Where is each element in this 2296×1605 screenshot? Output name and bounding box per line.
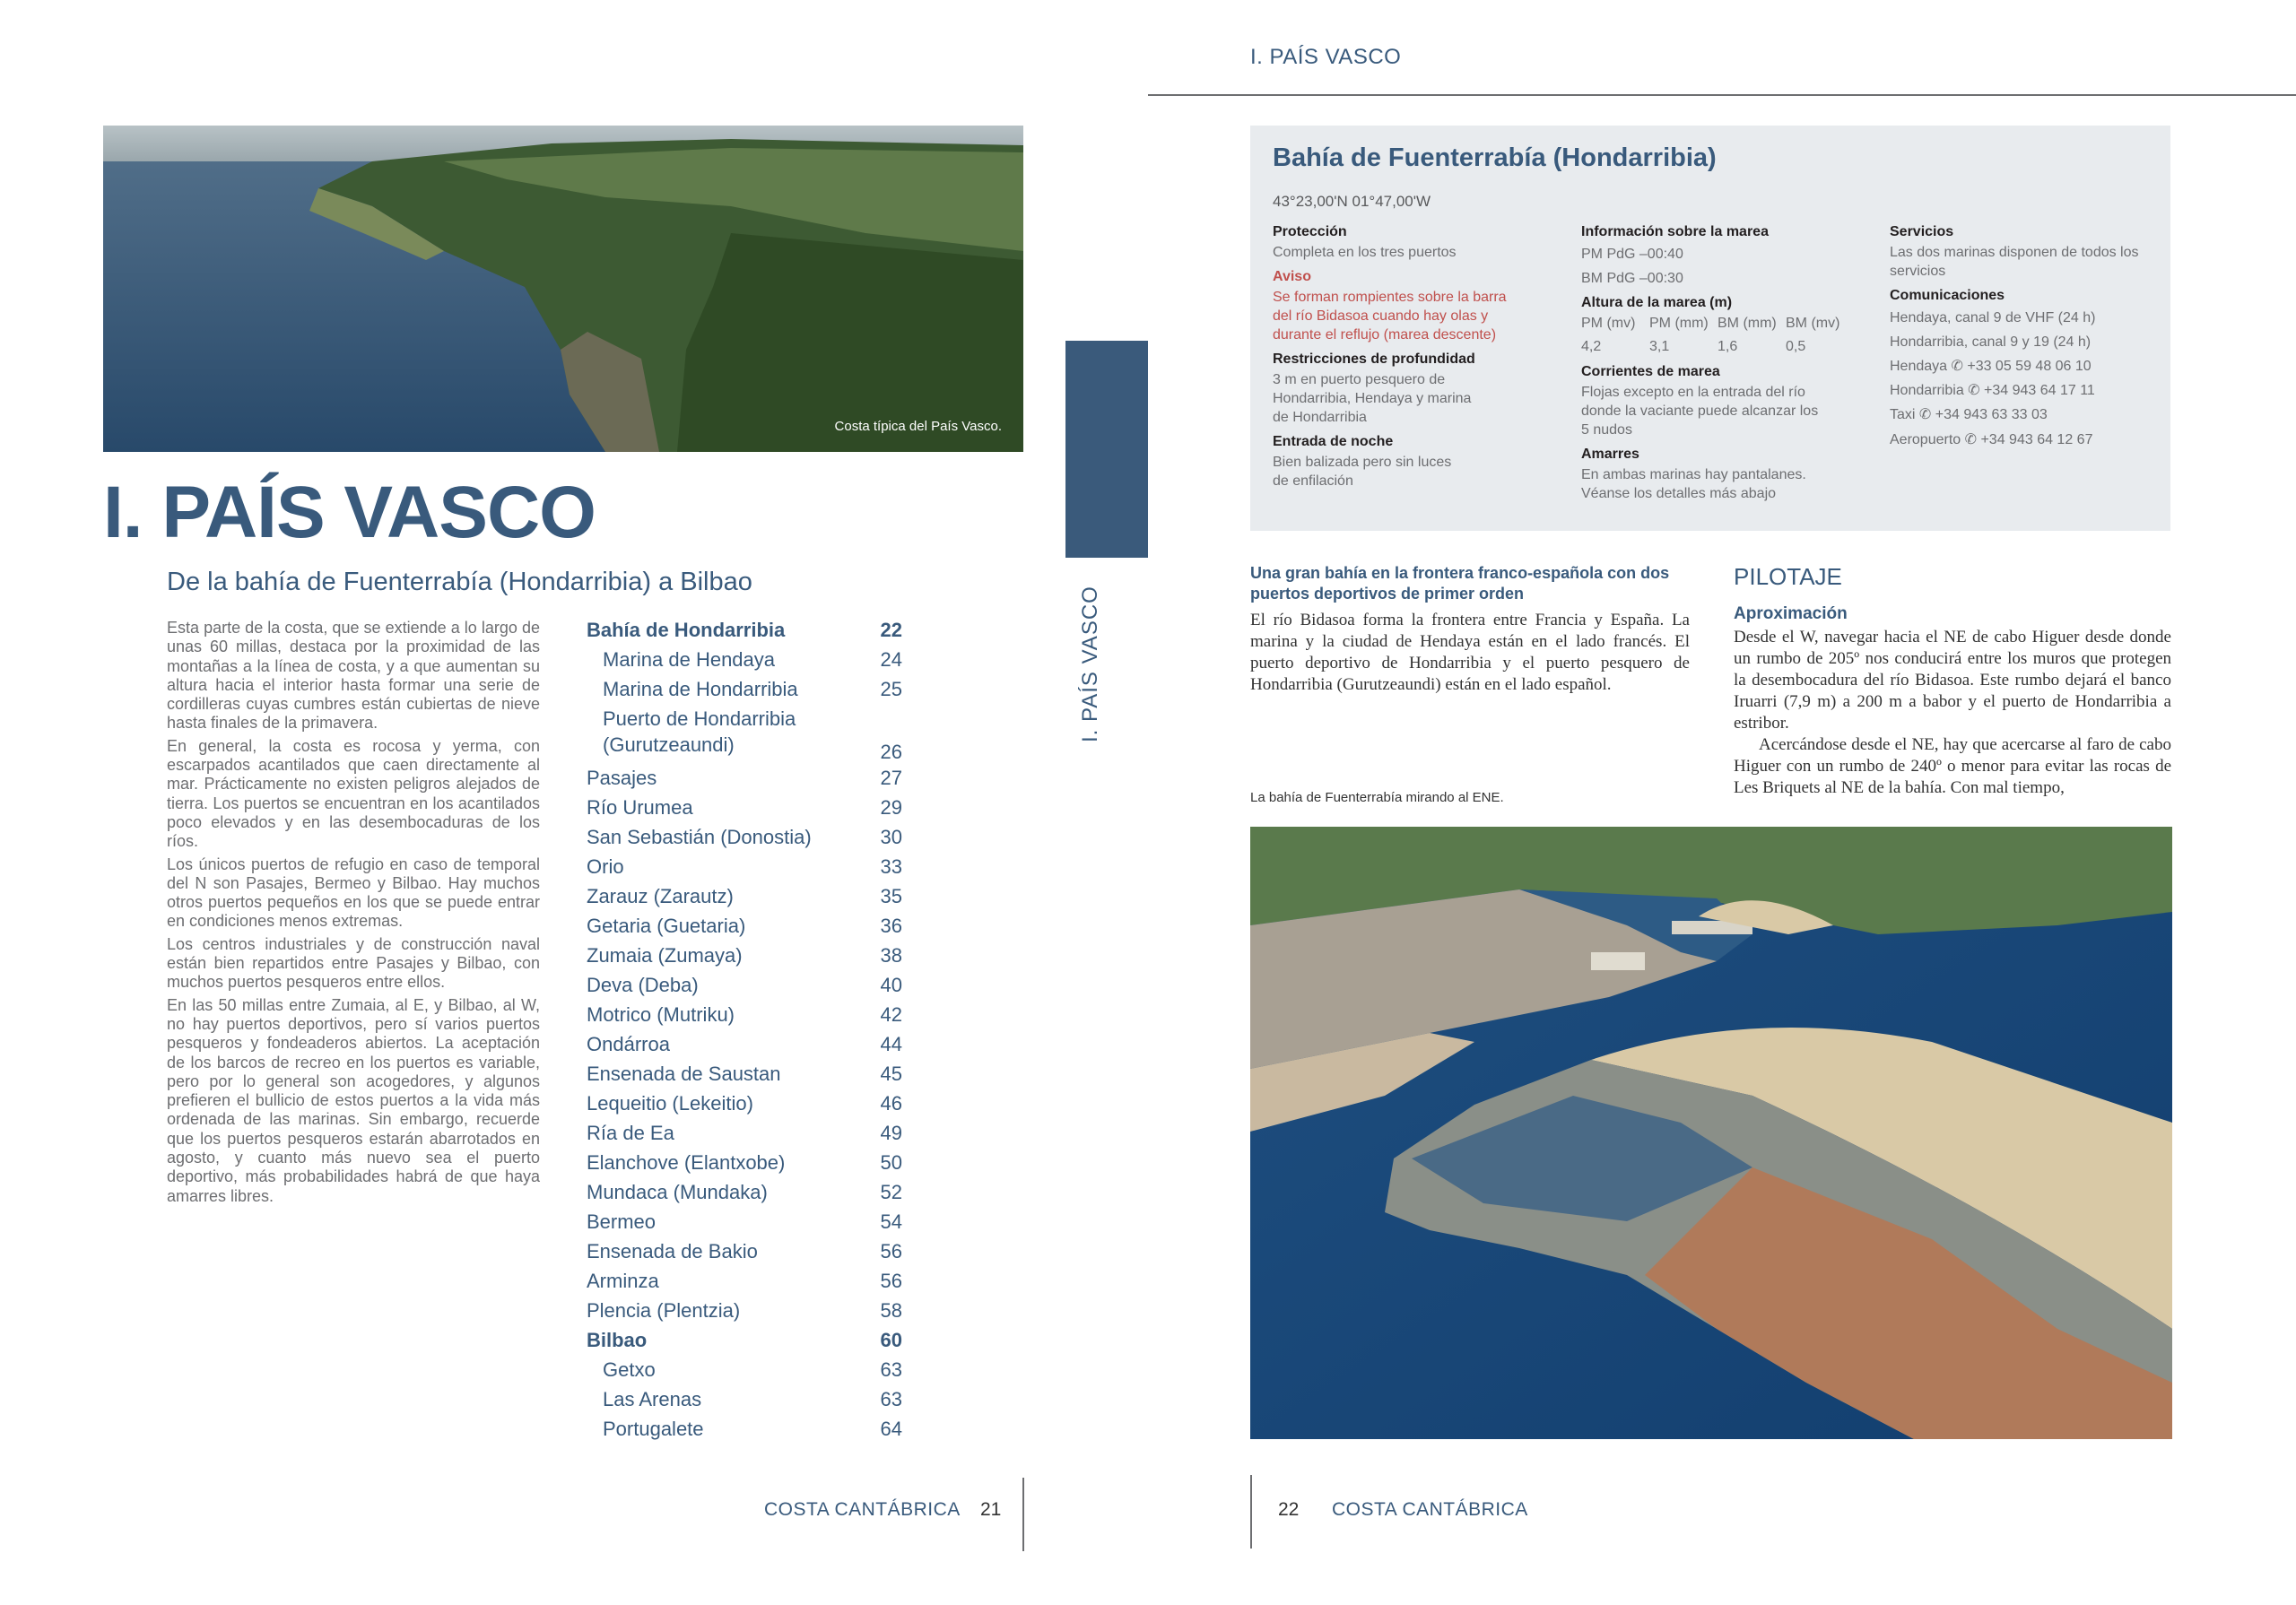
services-heading: Servicios [1890,224,1954,239]
toc-entry [587,883,902,913]
toc-entry-page: 56 [880,1240,902,1262]
tide-col-header: BM (mv) [1786,316,1840,331]
toc-entry-label: Ondárroa [587,1033,670,1055]
toc-entry-label: Río Urumea [587,796,693,819]
comm-line: Hondarribia ✆ +34 943 64 17 11 [1890,383,2095,398]
toc-entry-label: Puerto de Hondarribia (Gurutzeaundi) [603,707,796,756]
tide-col-header: BM (mm) [1718,316,1777,331]
depth-text: 3 m en puerto pesquero de Hondarribia, Hendaya y marina de Hondarribia [1273,372,1472,425]
toc-entry-label: Bahía de Hondarribia [587,619,786,641]
bay-aerial-photo [1250,827,2172,1439]
toc-entry [587,1268,902,1297]
comm-line: Taxi ✆ +34 943 63 33 03 [1890,407,2048,422]
toc-entry-label: Zarauz (Zarautz) [587,885,734,907]
comm-line: Hendaya, canal 9 de VHF (24 h) [1890,310,2096,325]
toc-entry [587,1090,902,1120]
approach-subheading: Aproximación [1734,604,1848,623]
info-column-3 [1890,222,2177,449]
photo-caption: Costa típica del País Vasco. [834,419,1002,434]
toc-entry-page: 22 [880,619,902,641]
toc-entry-page: 58 [880,1299,902,1322]
toc-entry [587,646,902,676]
table-of-contents [587,617,902,1445]
toc-entry [587,824,902,854]
currents-heading: Corrientes de marea [1581,364,1720,379]
comm-line: Hendaya ✆ +33 05 59 48 06 10 [1890,359,2092,374]
toc-entry [587,617,902,646]
tide-value: 3,1 [1649,339,1670,354]
toc-entry-label: Pasajes [587,767,657,789]
toc-entry [587,1002,902,1031]
intro-paragraph: En las 50 millas entre Zumaia, al E, y Bilbao, al W, no hay puertos deportivos, pero sí varios puertos pesqueros y fondeaderos abiertos. La aceptación de los barcos de recreo en los puertos es variable, pero por lo general son acogedores, y algunos prefieren el bullicio de estos puertos a la vida más ordenada de las marinas. Sin embargo, recuerde que los puertos pesqueros estarán abarrotados en agosto, y cuanto más nuevo sea el puerto deportivo, más probabilidades habrá de que haya amarres libres. [167,995,540,1205]
toc-entry-page: 63 [880,1358,902,1381]
tide-value: 4,2 [1581,339,1602,354]
toc-entry-page: 63 [880,1388,902,1410]
toc-entry-label: Motrico (Mutriku) [587,1003,735,1026]
toc-entry-page: 27 [880,767,902,789]
warning-text: Se forman rompientes sobre la barra del río Bidasoa cuando hay olas y durante el reflujo (marea descente) [1273,290,1507,343]
footer-title-right: COSTA CANTÁBRICA [1332,1499,1528,1520]
toc-entry-label: Bermeo [587,1210,657,1233]
info-title: Bahía de Fuenterrabía (Hondarribia) [1273,143,1717,172]
header-rule [1148,94,2296,96]
side-chapter-text: I. PAÍS VASCO [1078,586,1102,742]
toc-entry [587,1416,902,1445]
tide-col-header: PM (mm) [1649,316,1709,331]
toc-entry [587,794,902,824]
toc-entry-page: 52 [880,1181,902,1203]
lead-heading: Una gran bahía en la frontera franco-española con dos puertos deportivos de primer orden [1250,564,1670,603]
side-chapter-label [1055,581,1109,751]
intro-text [167,619,540,1210]
toc-entry-page: 33 [880,855,902,878]
toc-entry [587,1120,902,1150]
toc-entry [587,972,902,1002]
toc-entry-page: 45 [880,1063,902,1085]
toc-entry [587,706,902,765]
info-column-1 [1273,222,1560,496]
pilotage-heading: PILOTAJE [1734,563,1842,590]
tide-info-2: BM PdG –00:30 [1581,271,1683,286]
toc-entry-label: Lequeitio (Lekeitio) [587,1092,753,1115]
toc-entry [587,913,902,942]
chapter-tab [1065,341,1148,558]
comm-line: Hondarribia, canal 9 y 19 (24 h) [1890,334,2092,350]
toc-entry [587,1179,902,1209]
toc-entry [587,1327,902,1357]
toc-entry-page: 30 [880,826,902,848]
coast-photo [103,126,1023,452]
coordinates: 43°23,00'N 01°47,00'W [1273,193,1431,210]
toc-entry-page: 38 [880,944,902,967]
tide-height-heading: Altura de la marea (m) [1581,295,1733,310]
tide-info-1: PM PdG –00:40 [1581,247,1683,262]
toc-entry-label: Portugalete [603,1418,704,1440]
tide-table [1581,312,1868,359]
footer-divider-right [1250,1475,1252,1549]
moorings-text: En ambas marinas hay pantalanes. Véanse los detalles más abajo [1581,467,1806,501]
toc-entry-page: 64 [880,1418,902,1440]
toc-entry [587,1238,902,1268]
toc-entry [587,1150,902,1179]
intro-paragraph: Esta parte de la costa, que se extiende a lo largo de unas 60 millas, destaca por la proximidad de las montañas a la línea de costa, y a que aumentan su altura hacia el interior hasta formar una serie de cordilleras cuyas cumbres están cubiertas de nieve hasta finales de la primavera. [167,619,540,733]
page-number-left: 21 [980,1499,1002,1520]
info-column-2 [1581,222,1868,508]
night-entry-heading: Entrada de noche [1273,434,1394,449]
toc-entry [587,1031,902,1061]
intro-paragraph: En general, la costa es rocosa y yerma, con escarpados acantilados que caen directamente al mar. Prácticamente no existen peligros alejados de tierra. Los puertos se encuentran en los acantilados poco elevados y en las desembocaduras de los ríos. [167,736,540,851]
toc-entry [587,1386,902,1416]
chapter-title: I. PAÍS VASCO [103,472,596,553]
toc-entry-label: Ensenada de Bakio [587,1240,758,1262]
toc-entry-label: Marina de Hendaya [603,648,776,671]
night-entry-text: Bien balizada pero sin luces de enfilación [1273,455,1452,489]
page-number-right: 22 [1278,1499,1300,1520]
toc-entry-page: 29 [880,796,902,819]
comm-line: Aeropuerto ✆ +34 943 64 12 67 [1890,432,2093,447]
toc-entry-label: Bilbao [587,1329,648,1351]
toc-entry-page: 35 [880,885,902,907]
toc-entry-label: Getxo [603,1358,656,1381]
moorings-heading: Amarres [1581,447,1639,462]
services-text: Las dos marinas disponen de todos los servicios [1890,245,2139,279]
toc-entry [587,942,902,972]
currents-text: Flojas excepto en la entrada del río donde la vaciante puede alcanzar los 5 nudos [1581,385,1819,438]
toc-entry [587,1297,902,1327]
toc-entry-label: Arminza [587,1270,659,1292]
warning-heading: Aviso [1273,269,1311,284]
footer-title-left: COSTA CANTÁBRICA [764,1499,961,1520]
lead-body: El río Bidasoa forma la frontera entre Francia y España. La marina y la ciudad de Hendaya están en el lado francés. El puerto deportivo de Hondarribia y el puerto pesquero de Hondarribia (Gurutzeaundi) están en el lado español. [1250,611,1690,694]
toc-entry [587,676,902,706]
intro-paragraph: Los únicos puertos de refugio en caso de temporal del N son Pasajes, Bermeo y Bilbao. Hay muchos otros puertos pequeños en los que se puede entrar en condiciones menos extremas. [167,855,540,931]
toc-entry-page: 40 [880,974,902,996]
toc-entry-page: 46 [880,1092,902,1115]
toc-entry-page: 26 [880,741,902,763]
toc-entry-label: San Sebastián (Donostia) [587,826,812,848]
toc-entry-label: Plencia (Plentzia) [587,1299,741,1322]
toc-entry-page: 42 [880,1003,902,1026]
toc-entry-page: 36 [880,915,902,937]
toc-entry-label: Getaria (Guetaria) [587,915,746,937]
toc-entry-label: Mundaca (Mundaka) [587,1181,768,1203]
tide-info-heading: Información sobre la marea [1581,224,1769,239]
toc-entry-page: 60 [880,1329,902,1351]
protection-heading: Protección [1273,224,1347,239]
chapter-subtitle: De la bahía de Fuenterrabía (Hondarribia) a Bilbao [167,568,752,596]
toc-entry-page: 49 [880,1122,902,1144]
toc-entry-page: 24 [880,648,902,671]
tide-value: 0,5 [1786,339,1806,354]
toc-entry [587,765,902,794]
toc-entry-label: Deva (Deba) [587,974,699,996]
toc-entry [587,854,902,883]
communications-heading: Comunicaciones [1890,288,2005,303]
toc-entry-label: Elanchove (Elantxobe) [587,1151,786,1174]
toc-entry-page: 54 [880,1210,902,1233]
toc-entry-label: Marina de Hondarribia [603,678,798,700]
bay-photo-caption: La bahía de Fuenterrabía mirando al ENE. [1250,790,1504,805]
pilotage-paragraph: Desde el W, navegar hacia el NE de cabo Higuer desde donde un rumbo de 205º nos conducirá entre los muros que protegen la desembocadura del río Bidasoa. Este rumbo dejará el banco Iruarri (7,9 m) a 200 m a babor y el puerto de Hondarribia a estribor. [1734,628,2171,733]
pilotage-body [1734,627,2171,799]
footer-divider-left [1022,1478,1024,1551]
tide-value: 1,6 [1718,339,1738,354]
toc-entry-page: 56 [880,1270,902,1292]
toc-entry-page: 50 [880,1151,902,1174]
tide-col-header: PM (mv) [1581,316,1636,331]
toc-entry-label: Orio [587,855,624,878]
toc-entry [587,1209,902,1238]
toc-entry-label: Ensenada de Saustan [587,1063,781,1085]
toc-entry-label: Ría de Ea [587,1122,674,1144]
toc-entry-page: 44 [880,1033,902,1055]
toc-entry-page: 25 [880,678,902,700]
pilotage-paragraph: Acercándose desde el NE, hay que acercarse al faro de cabo Higuer con un rumbo de 240º o menor para evitar las rocas de Les Briquets al NE de la bahía. Con mal tiempo, [1734,735,2171,797]
depth-heading: Restricciones de profundidad [1273,351,1475,367]
toc-entry-label: Zumaia (Zumaya) [587,944,743,967]
intro-paragraph: Los centros industriales y de construcción naval están bien repartidos entre Pasajes y Bilbao, con muchos puertos pesqueros entre ellos. [167,934,540,992]
toc-entry [587,1061,902,1090]
toc-entry [587,1357,902,1386]
toc-entry-label: Las Arenas [603,1388,702,1410]
running-header: I. PAÍS VASCO [1250,45,1402,69]
protection-text: Completa en los tres puertos [1273,245,1457,260]
